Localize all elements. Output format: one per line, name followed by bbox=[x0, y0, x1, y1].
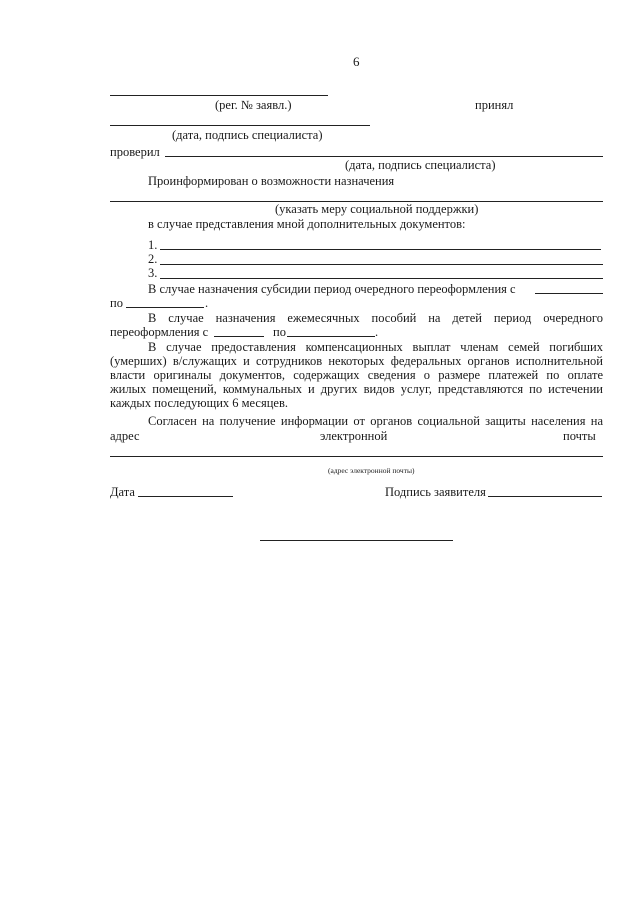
date-sign-specialist-label-1: (дата, подпись специалиста) bbox=[172, 128, 323, 142]
doc-item-2: 2. bbox=[148, 252, 158, 266]
benefits-to-suffix: . bbox=[375, 325, 379, 339]
support-measure-hint: (указать меру социальной поддержки) bbox=[275, 202, 479, 216]
benefits-text: В случае назначения ежемесячных пособий на детей период очередного bbox=[148, 311, 603, 325]
subsidy-text: В случае назначения субсидии период очередного переоформления с bbox=[148, 282, 516, 296]
consent-word-mail: почты bbox=[563, 429, 596, 443]
consent-line-1: Согласен на получение информации от органов социальной защиты населения на bbox=[148, 414, 603, 428]
compensation-line-5: каждых последующих 6 месяцев. bbox=[110, 396, 288, 410]
date-line bbox=[138, 496, 233, 497]
doc-item-2-line bbox=[160, 264, 603, 265]
consent-word-electronic: электронной bbox=[320, 429, 388, 443]
benefits-to-line bbox=[287, 336, 375, 337]
benefits-from-line bbox=[214, 336, 264, 337]
checked-sign-line bbox=[165, 156, 603, 157]
reg-number-label: (рег. № заявл.) bbox=[215, 98, 292, 112]
email-line bbox=[110, 456, 603, 457]
accepted-sign-line bbox=[110, 125, 370, 126]
subsidy-to-line bbox=[126, 307, 204, 308]
subsidy-to-prefix: по bbox=[110, 296, 123, 310]
applicant-signature-label: Подпись заявителя bbox=[385, 485, 486, 499]
compensation-line-3: власти оригиналы документов, содержащих сведения о размере платежей по оплате bbox=[110, 368, 603, 382]
applicant-signature-line bbox=[488, 496, 602, 497]
doc-item-3: 3. bbox=[148, 266, 158, 280]
compensation-line-1: В случае предоставления компенсационных выплат членам семей погибших bbox=[148, 340, 603, 354]
email-hint: (адрес электронной почты) bbox=[328, 466, 415, 475]
checked-label: проверил bbox=[110, 145, 160, 159]
reg-number-line bbox=[110, 95, 328, 96]
accepted-label: принял bbox=[475, 98, 514, 112]
doc-item-3-line bbox=[160, 278, 603, 279]
compensation-line-2: (умерших) в/служащих и сотрудников некоторых федеральных органов исполнительной bbox=[110, 354, 603, 368]
subsidy-to-suffix: . bbox=[205, 296, 209, 310]
benefits-to-prefix: по bbox=[273, 325, 286, 339]
page-number: 6 bbox=[353, 54, 360, 69]
informed-text: Проинформирован о возможности назначения bbox=[148, 174, 395, 188]
compensation-line-4: жилых помещений, коммунальных и других видов услуг, представляются по истечении bbox=[110, 382, 603, 396]
date-label: Дата bbox=[110, 485, 135, 499]
date-sign-specialist-label-2: (дата, подпись специалиста) bbox=[345, 158, 496, 172]
consent-word-address: адрес bbox=[110, 429, 140, 443]
benefits-from-prefix: переоформления с bbox=[110, 325, 209, 339]
doc-item-1-line bbox=[160, 249, 601, 250]
additional-docs-text: в случае представления мной дополнительных документов: bbox=[148, 217, 466, 231]
doc-item-1: 1. bbox=[148, 238, 158, 252]
closing-separator bbox=[260, 540, 453, 541]
subsidy-from-line bbox=[535, 293, 603, 294]
